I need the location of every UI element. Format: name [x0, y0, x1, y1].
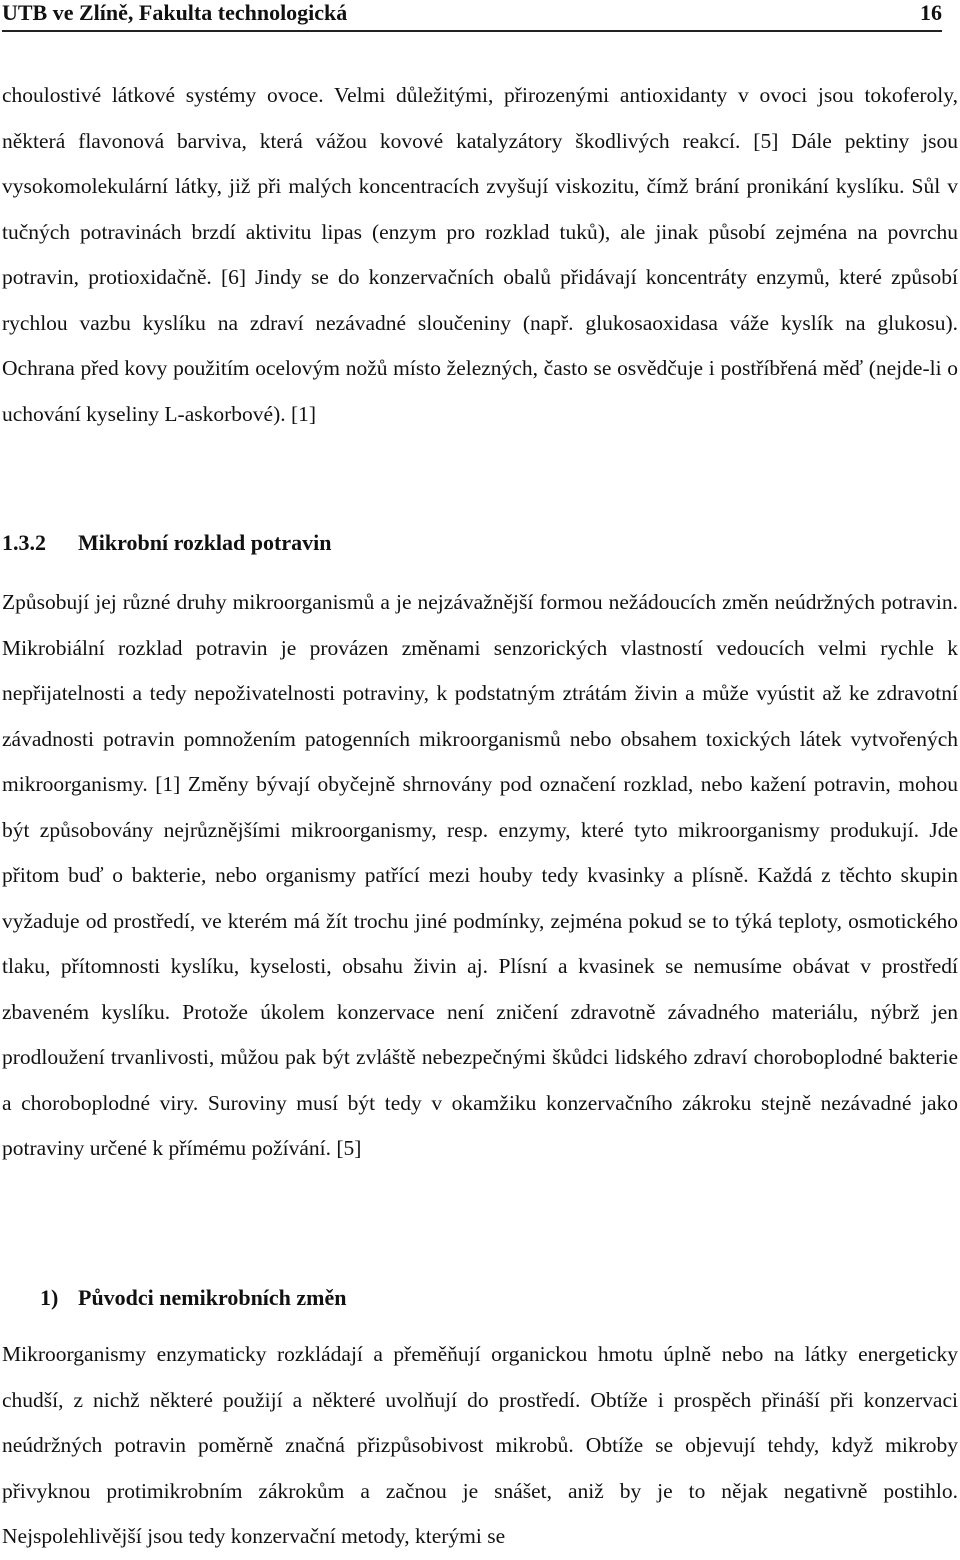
subsection-heading	[40, 1283, 347, 1313]
subsection-number: 1)	[40, 1285, 59, 1310]
page-number: 16	[920, 0, 942, 25]
paragraph-antioxidants: choulostivé látkové systémy ovoce. Velmi důležitými, přirozenými antioxidanty v ovoci jsou tokoferoly, některá flavonová barviva, která vážou kovové katalyzátory škodlivých reakcí. [5] Dále pektiny jsou vysokomolekulární látky, již při malých koncentracích zvyšují viskozitu, čímž brání pronikání kyslíku. Sůl v tučných potravinách brzdí aktivitu lipas (enzym pro rozklad tuků), ale jinak působí zejména na povrchu potravin, protioxidačně. [6] Jindy se do konzervačních obalů přidávají koncentráty enzymů, které způsobí rychlou vazbu kyslíku na zdraví nezávadné sloučeniny (např. glukosaoxidasa váže kyslík na glukosu). Ochrana před kovy použitím ocelovým nožů místo železných, často se osvědčuje i postříbřená měď (nejde-li o uchování kyseliny L-askorbové). [1]	[2, 83, 958, 426]
page-header	[2, 0, 942, 32]
section-heading	[2, 528, 331, 558]
paragraph-microbial-decay: Způsobují jej různé druhy mikroorganismů a je nejzávažnější formou nežádoucích změn neúdržných potravin. Mikrobiální rozklad potravin je provázen změnami senzorických vlastností vedoucích velmi rychle k nepřijatelnosti a tedy nepoživatelnosti potraviny, k podstatným ztrátám živin a může vyústit až ke zdravotní závadnosti potravin pomnožením patogenních mikroorganismů nebo obsahem toxických látek vytvořených mikroorganismy. [1] Změny bývají obyčejně shrnovány pod označení rozklad, nebo kažení potravin, mohou být způsobovány nejrůznějšími mikroorganismy, resp. enzymy, které tyto mikroorganismy produkují. Jde přitom buď o bakterie, nebo organismy patřící mezi houby tedy kvasinky a plísně. Každá z těchto skupin vyžaduje od prostředí, ve kterém má žít trochu jiné podmínky, zejména pokud se to týká teploty, osmotického tlaku, přítomnosti kyslíku, kyselosti, obsahu živin aj. Plísní a kvasinek se nemusíme obávat v prostředí zbaveném kyslíku. Protože úkolem konzervace není zničení zdravotně závadného materiálu, nýbrž jen prodloužení trvanlivosti, můžou pak být zvláště nebezpečnými škůdci lidského zdraví choroboplodné bakterie a choroboplodné viry. Suroviny musí být tedy v okamžiku konzervačního zákroku stejně nezávadné jako potraviny určené k přímému požívání. [5]	[2, 590, 958, 1160]
paragraph-microorganisms: Mikroorganismy enzymaticky rozkládají a přeměňují organickou hmotu úplně nebo na látky energeticky chudší, z nichž některé použijí a některé uvolňují do prostředí. Obtíže i prospěch přináší při konzervaci neúdržných potravin poměrně značná přizpůsobivost mikrobů. Obtíže se objevují tehdy, když mikroby přivyknou protimikrobním zákrokům a začnou je snášet, aniž by je to nějak negativně postihlo. Nejspolehlivější jsou tedy konzervační metody, kterými se	[2, 1342, 958, 1548]
section-title: Mikrobní rozklad potravin	[78, 530, 332, 555]
section-number: 1.3.2	[2, 530, 46, 555]
subsection-title: Původci nemikrobních změn	[78, 1285, 347, 1310]
header-title: UTB ve Zlíně, Fakulta technologická	[2, 0, 348, 25]
